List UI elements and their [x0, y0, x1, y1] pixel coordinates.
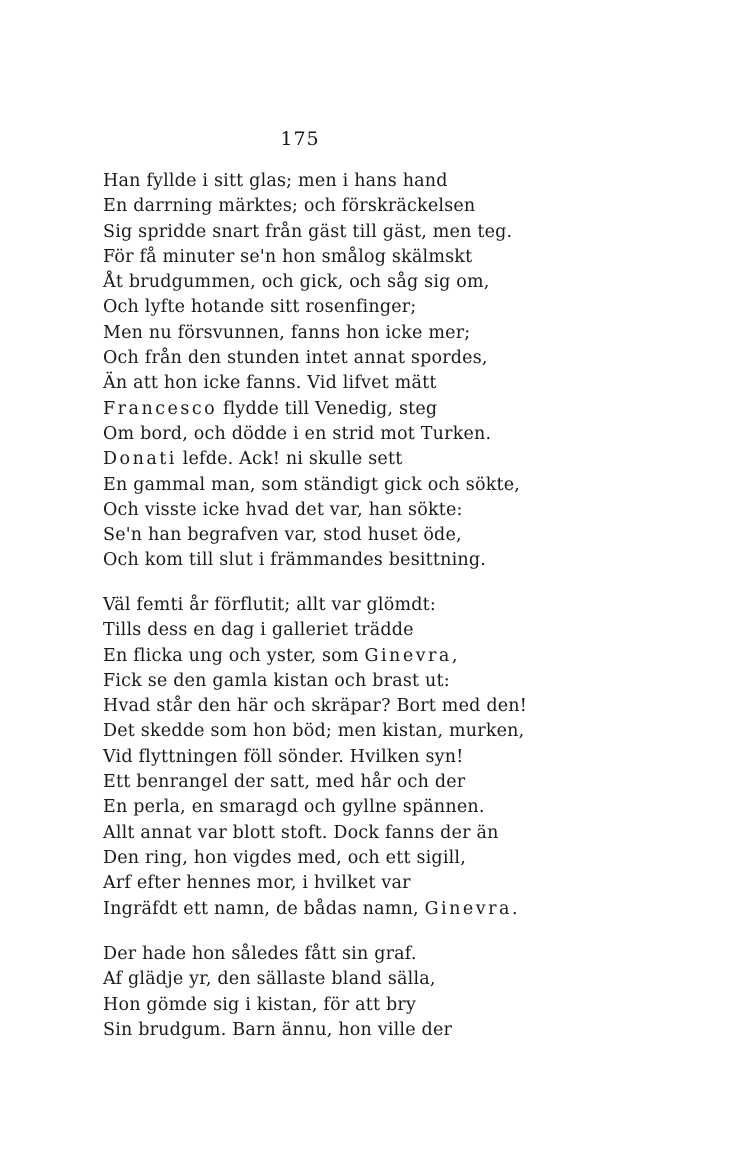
verse-line: Hvad står den här och skräpar? Bort med den! — [103, 696, 527, 717]
verse-line: Se'n han begrafven var, stod huset öde, — [103, 525, 462, 546]
verse-line: Åt brudgummen, och gick, och såg sig om, — [103, 272, 490, 293]
verse-line: Om bord, och dödde i en strid mot Turken. — [103, 423, 492, 444]
verse-line: Och från den stunden intet annat spordes, — [103, 348, 488, 369]
verse-line: Donati lefde. Ack! ni skulle sett — [103, 449, 403, 470]
verse-line: Allt annat var blott stoft. Dock fanns der än — [103, 822, 499, 843]
stanza-1 — [103, 169, 520, 574]
verse-line: En flicka ung och yster, som Ginevra, — [103, 645, 458, 666]
verse-line: Sig spridde snart från gäst till gäst, men teg. — [103, 221, 513, 242]
verse-line: För få minuter se'n hon smålog skälmskt — [103, 246, 473, 267]
verse-line: Hon gömde sig i kistan, för att bry — [103, 994, 417, 1015]
verse-line: Sin brudgum. Barn ännu, hon ville der — [103, 1019, 453, 1040]
verse-line: Arf efter hennes mor, i hvilket var — [103, 873, 411, 894]
verse-line: Väl femti år förflutit; allt var glömdt: — [103, 595, 436, 615]
verse-line: Tills dess en dag i galleriet trädde — [103, 620, 414, 641]
verse-line: En gammal man, som ständigt gick och sökte, — [103, 474, 521, 495]
verse-line: Han fyllde i sitt glas; men i hans hand — [103, 171, 448, 191]
verse-line: Och lyfte hotande sitt rosenfinger; — [103, 297, 417, 318]
verse-line: Ingräfdt ett namn, de bådas namn, Ginevra. — [103, 898, 518, 919]
verse-line: En perla, en smaragd och gyllne spännen. — [103, 797, 485, 818]
stanza-2 — [103, 593, 527, 922]
verse-line: En darrning märktes; och förskräckelsen — [103, 196, 476, 217]
verse-line: Francesco flydde till Venedig, steg — [103, 398, 438, 419]
verse-line: Ett benrangel der satt, med hår och der — [103, 772, 466, 793]
verse-line: Fick se den gamla kistan och brast ut: — [103, 670, 450, 691]
verse-line: Af glädje yr, den sällaste bland sälla, — [103, 969, 436, 990]
verse-line: Än att hon icke fanns. Vid lifvet mätt — [103, 373, 437, 394]
verse-line: Och kom till slut i främmandes besittning. — [103, 550, 487, 571]
verse-line: Men nu försvunnen, fanns hon icke mer; — [103, 322, 471, 343]
verse-line: Det skedde som hon böd; men kistan, murken, — [103, 721, 525, 742]
stanza-3 — [103, 942, 452, 1043]
verse-line: Den ring, hon vigdes med, och ett sigill, — [103, 847, 466, 868]
verse-line: Och visste icke hvad det var, han sökte: — [103, 499, 463, 520]
verse-line: Vid flyttningen föll sönder. Hvilken syn! — [103, 746, 464, 767]
verse-line: Der hade hon således fått sin graf. — [103, 944, 417, 964]
page-number: 175 — [280, 128, 320, 150]
